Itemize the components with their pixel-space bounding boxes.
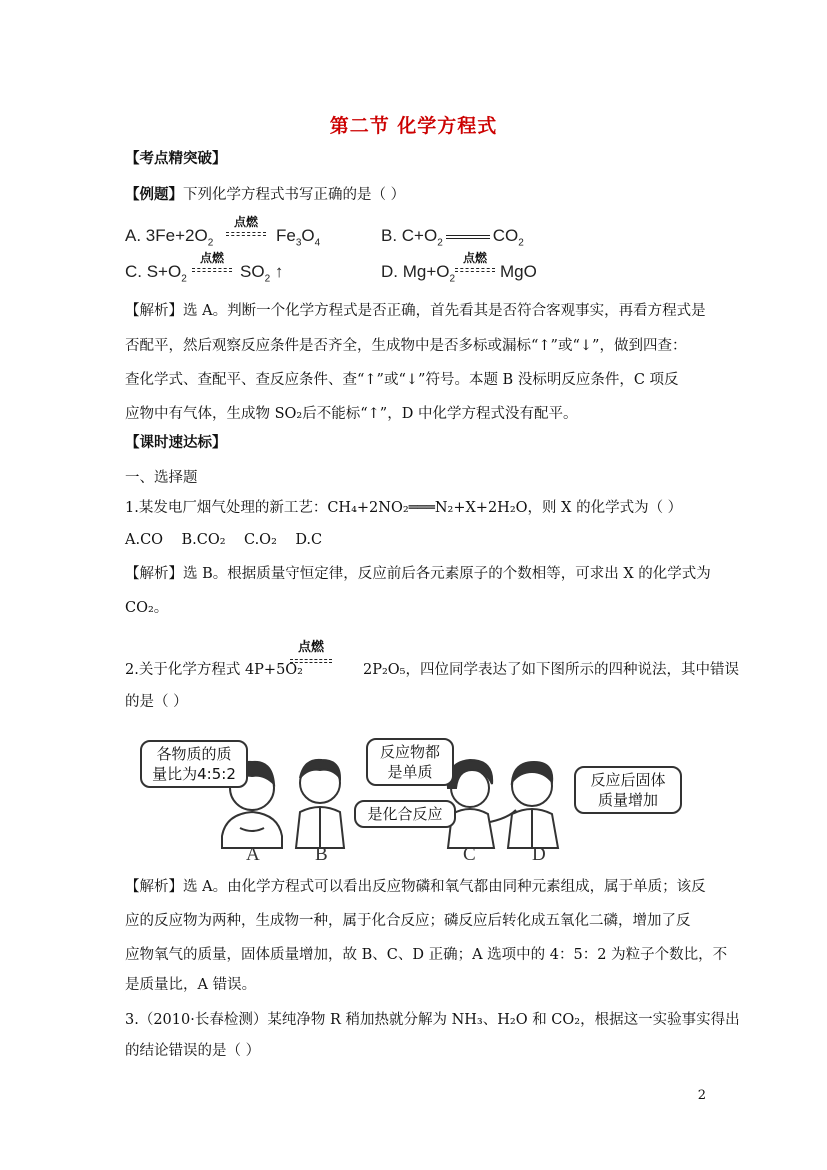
speech-bubble-d: 反应后固体 质量增加 <box>574 766 682 814</box>
figure-label-d: D <box>532 844 546 865</box>
page-title: 第二节 化学方程式 <box>329 115 498 137</box>
speech-bubble-a: 各物质的质 量比为4:5:2 <box>140 740 248 788</box>
option-c-condition: 点燃 <box>192 249 232 272</box>
question-1-options: A.CO B.CO₂ C.O₂ D.C <box>125 532 323 548</box>
equals-sign <box>290 659 332 663</box>
question-2-stem-line2: 的是（ ） <box>125 694 188 710</box>
analysis-1-line: 查化学式、查配平、查反应条件、查“↑”或“↓”符号。本题 B 没标明反应条件，C 项反 <box>125 372 679 388</box>
student-c <box>448 760 516 848</box>
equals-sign <box>192 268 232 272</box>
question-3-stem-line2: 的结论错误的是（ ） <box>125 1043 261 1059</box>
question-3-stem: 3.（2010·长春检测）某纯净物 R 稍加热就分解为 NH₃、H₂O 和 CO₂，根据这一实验事实得出 <box>125 1012 740 1028</box>
student-b <box>296 760 344 848</box>
analysis-1-line: 【解析】选 A。判断一个化学方程式是否正确，首先看其是否符合客观事实，再看方程式是 <box>125 303 706 319</box>
equals-sign <box>455 268 495 272</box>
section-heading-choice: 一、选择题 <box>125 470 198 486</box>
option-d-condition: 点燃 <box>455 249 495 272</box>
question-2-analysis: 是质量比，A 错误。 <box>125 977 257 993</box>
student-d <box>508 762 558 848</box>
question-1-analysis: CO₂。 <box>125 600 169 616</box>
section-heading-practice: 【课时速达标】 <box>125 435 227 451</box>
figure-label-c: C <box>463 844 476 865</box>
condition-text: 点燃 <box>233 215 258 229</box>
option-d: D. $Mg+O_2$ <box>381 262 456 285</box>
analysis-1-line: 否配平，然后观察反应条件是否齐全，生成物中是否多标或漏标“↑”或“↓”，做到四查： <box>125 338 687 354</box>
question-2-analysis: 【解析】选 A。由化学方程式可以看出反应物磷和氧气都由同种元素组成，属于单质；该反 <box>125 879 706 895</box>
option-a-lhs: A. 3Fe+2O <box>125 226 208 245</box>
gas-arrow-icon: ↑ <box>274 262 284 281</box>
question-2-condition: 点燃 <box>290 636 332 663</box>
option-c: C. $S+O_2$ <box>125 262 187 285</box>
question-1-analysis: 【解析】选 B。根据质量守恒定律，反应前后各元素原子的个数相等，可求出 X 的化学式为 <box>125 566 711 582</box>
students-figure <box>140 738 680 868</box>
example-stem: 下列化学方程式书写正确的是（ ） <box>183 187 406 203</box>
example-question <box>125 185 405 205</box>
equals-sign <box>226 232 266 236</box>
section-heading-key-points: 【考点精突破】 <box>125 151 227 167</box>
example-tag: 【例题】 <box>125 187 183 203</box>
analysis-1-line: 应物中有气体，生成物 SO₂后不能标“↑”，D 中化学方程式没有配平。 <box>125 406 578 422</box>
option-a-condition <box>226 213 266 236</box>
speech-bubble-c: 是化合反应 <box>354 800 456 828</box>
speech-bubble-b: 反应物都 是单质 <box>366 738 454 786</box>
question-2-stem: 2.关于化学方程式 4P+5O₂ 2P₂O₅，四位同学表达了如下图所示的四种说法，其中错误 <box>125 662 739 678</box>
question-1-stem: 1.某发电厂烟气处理的新工艺：CH₄+2NO₂═══N₂+X+2H₂O，则 X 的化学式为（ ） <box>125 500 683 516</box>
option-a <box>125 226 213 248</box>
question-2-analysis: 应物氧气的质量，固体质量增加，故 B、C、D 正确；A 选项中的 4：5：2 为粒子个数比，不 <box>125 947 728 963</box>
option-a-sub: 2 <box>207 237 214 249</box>
question-2-analysis: 应的反应物为两种，生成物一种，属于化合反应；磷反应后转化成五氧化二磷，增加了反 <box>125 913 691 929</box>
equals-sign <box>446 235 490 239</box>
figure-label-a: A <box>246 844 260 865</box>
option-a-product: $Fe_3O_4$ <box>276 226 321 249</box>
option-b-lhs: B. C+O <box>381 226 438 245</box>
figure-label-b: B <box>315 844 328 865</box>
option-b: B. $C+O_2$ $CO_2$ <box>381 226 524 249</box>
option-d-product: MgO <box>500 262 537 281</box>
option-c-product: $SO_2$ ↑ <box>240 262 284 285</box>
page-number: 2 <box>697 1088 706 1103</box>
